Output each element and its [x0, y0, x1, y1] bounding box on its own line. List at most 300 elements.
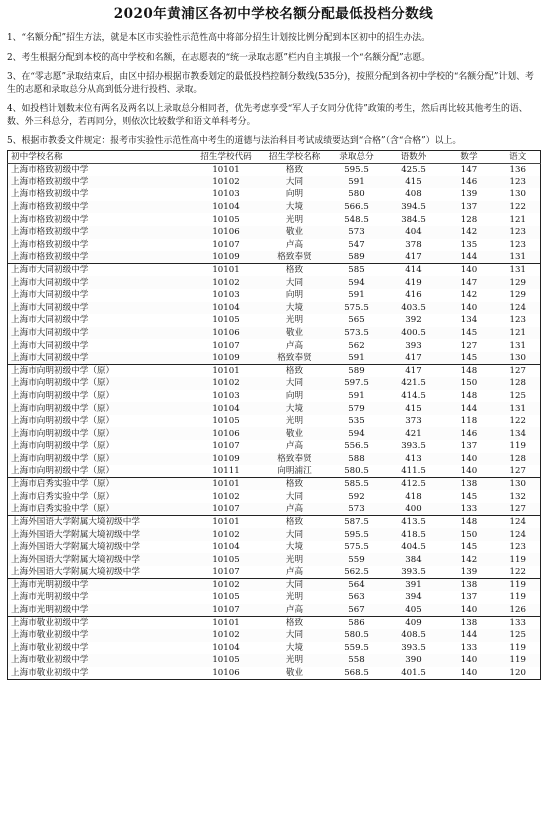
table-row: [8, 226, 541, 239]
school-name-cell: 上海市格致初级中学: [8, 226, 192, 239]
total-score-cell: 547: [348, 239, 365, 250]
table-row: [8, 440, 541, 453]
admission-code-cell: 10101: [192, 264, 261, 277]
math-score-cell: 127: [460, 340, 478, 351]
chinese-score-cell: 128: [496, 453, 541, 466]
total-score-cell: 558: [329, 654, 385, 667]
table-row: [8, 365, 541, 378]
core-score-cell: 416: [405, 290, 422, 301]
math-score-cell: 140: [443, 302, 496, 315]
total-score-cell: 595.5: [344, 164, 369, 175]
admission-school-cell: 光明: [261, 553, 329, 566]
school-name-cell: 上海外国语大学附属大境初级中学: [8, 516, 192, 529]
school-name-cell: 上海市敬业初级中学: [11, 642, 89, 653]
total-score-cell: 563: [348, 592, 365, 603]
school-name-cell: 上海市格致初级中学: [11, 189, 89, 200]
core-score-cell: 408.5: [385, 629, 443, 642]
core-score-cell: 413: [385, 453, 443, 466]
core-score-cell: 393.5: [401, 642, 426, 653]
total-score-cell: 575.5: [329, 302, 385, 315]
core-score-cell: 418.5: [385, 528, 443, 541]
chinese-score-cell: 132: [509, 491, 526, 502]
note-5: 5、根据市教委文件规定：报考市实验性示范性高中考生的道德与法治科目考试成绩要达到“合格”（含“合格”）以上。: [7, 136, 462, 146]
core-score-cell: 384.5: [401, 214, 426, 225]
core-score-cell: 417: [385, 251, 443, 264]
school-name-cell: 上海市光明初级中学: [11, 592, 89, 603]
chinese-score-cell: 122: [496, 201, 541, 214]
admission-school-cell: 格致: [261, 264, 329, 277]
total-score-cell: 580: [348, 189, 365, 200]
table-row: [8, 201, 541, 214]
admission-school-cell: 卢高: [285, 567, 304, 578]
admission-code-cell: 10101: [192, 478, 261, 491]
core-score-cell: 421.5: [385, 377, 443, 390]
math-score-cell: 140: [443, 654, 496, 667]
total-score-cell: 585.5: [329, 478, 385, 491]
admission-code-cell: 10104: [192, 201, 261, 214]
chinese-score-cell: 127: [509, 466, 526, 477]
chinese-score-cell: 122: [509, 567, 526, 578]
table-row: [8, 390, 541, 403]
admission-code-cell: 10111: [212, 466, 240, 477]
table-row: [8, 642, 541, 655]
math-score-cell: 137: [460, 592, 478, 603]
chinese-score-cell: 129: [509, 290, 526, 301]
admission-school-cell: 格致: [261, 616, 329, 629]
admission-code-cell: 10102: [212, 491, 240, 502]
total-score-cell: 548.5: [344, 214, 369, 225]
school-name-cell: 上海市光明初级中学: [8, 604, 192, 617]
math-score-cell: 133: [443, 503, 496, 516]
admission-code-cell: 10107: [192, 503, 261, 516]
chinese-score-cell: 130: [496, 478, 541, 491]
core-score-cell: 418: [405, 491, 422, 502]
chinese-score-cell: 134: [496, 427, 541, 440]
total-score-cell: 591: [329, 176, 385, 189]
total-score-cell: 585: [329, 264, 385, 277]
math-score-cell: 137: [460, 441, 478, 452]
admission-school-cell: 向明: [285, 390, 304, 401]
core-score-cell: 400.5: [385, 327, 443, 340]
math-score-cell: 147: [460, 164, 478, 175]
school-name-cell: 上海市格致初级中学: [11, 214, 89, 225]
total-score-cell: 573: [329, 503, 385, 516]
total-score-cell: 567: [329, 604, 385, 617]
admission-code-cell: 10105: [212, 214, 240, 225]
total-score-cell: 597.5: [329, 377, 385, 390]
math-score-cell: 140: [443, 604, 496, 617]
chinese-score-cell: 133: [496, 616, 541, 629]
chinese-score-cell: 119: [509, 441, 526, 452]
chinese-score-cell: 119: [509, 642, 526, 653]
admission-school-cell: 敬业: [285, 667, 304, 678]
math-score-cell: 148: [443, 516, 496, 529]
school-name-cell: 上海市敬业初级中学: [8, 629, 192, 642]
core-score-cell: 394.5: [385, 201, 443, 214]
chinese-score-cell: 128: [496, 377, 541, 390]
table-row: [8, 415, 541, 428]
core-score-cell: 401.5: [401, 667, 426, 678]
total-score-cell: 565: [348, 315, 365, 326]
table-row: [8, 377, 541, 390]
admission-code-cell: 10104: [192, 302, 261, 315]
core-score-cell: 411.5: [401, 466, 426, 477]
admission-code-cell: 10107: [192, 604, 261, 617]
math-score-cell: 144: [443, 629, 496, 642]
total-score-cell: 594: [329, 427, 385, 440]
table-row: [8, 516, 541, 529]
school-name-cell: 上海市向明初级中学（原）: [8, 427, 192, 440]
admission-school-cell: 敬业: [261, 427, 329, 440]
total-score-cell: 580.5: [344, 466, 369, 477]
total-score-cell: 580.5: [329, 629, 385, 642]
total-score-cell: 595.5: [329, 528, 385, 541]
header-cell: 招生学校代码: [192, 150, 261, 163]
chinese-score-cell: 124: [496, 528, 541, 541]
admission-school-cell: 敬业: [261, 226, 329, 239]
table-row: [8, 352, 541, 365]
school-name-cell: 上海市向明初级中学（原）: [8, 402, 192, 415]
admission-school-cell: 敬业: [261, 327, 329, 340]
math-score-cell: 145: [460, 542, 478, 553]
admission-code-cell: 10105: [192, 654, 261, 667]
chinese-score-cell: 121: [496, 327, 541, 340]
header-cell: 语数外: [385, 150, 443, 163]
math-score-cell: 146: [443, 427, 496, 440]
total-score-cell: 575.5: [344, 542, 369, 553]
core-score-cell: 409: [385, 616, 443, 629]
total-score-cell: 573: [329, 226, 385, 239]
admission-code-cell: 10104: [212, 542, 240, 553]
school-name-cell: 上海市格致初级中学: [11, 164, 89, 175]
school-name-cell: 上海市向明初级中学（原）: [11, 390, 115, 401]
admission-school-cell: 光明: [285, 315, 304, 326]
school-name-cell: 上海外国语大学附属大境初级中学: [8, 553, 192, 566]
core-score-cell: 417: [385, 365, 443, 378]
page-title: 2020年黄浦区各初中学校名额分配最低投档分数线: [113, 6, 434, 22]
chinese-score-cell: 124: [496, 516, 541, 529]
total-score-cell: 591: [348, 290, 365, 301]
core-score-cell: 414: [385, 264, 443, 277]
chinese-score-cell: 119: [496, 654, 541, 667]
header-cell: 数学: [443, 150, 496, 163]
admission-school-cell: 格致: [261, 478, 329, 491]
core-score-cell: 415: [385, 402, 443, 415]
admission-school-cell: 向明: [285, 290, 304, 301]
core-score-cell: 405: [385, 604, 443, 617]
school-name-cell: 上海市格致初级中学: [8, 201, 192, 214]
school-name-cell: 上海市启秀实验中学（原）: [8, 503, 192, 516]
core-score-cell: 412.5: [385, 478, 443, 491]
total-score-cell: 587.5: [329, 516, 385, 529]
total-score-cell: 559: [329, 553, 385, 566]
school-name-cell: 上海市光明初级中学: [8, 579, 192, 592]
core-score-cell: 400: [385, 503, 443, 516]
table-row: [8, 654, 541, 667]
chinese-score-cell: 123: [496, 176, 541, 189]
core-score-cell: 403.5: [385, 302, 443, 315]
admission-code-cell: 10106: [192, 327, 261, 340]
math-score-cell: 150: [443, 528, 496, 541]
admission-code-cell: 10107: [212, 567, 240, 578]
table-row: [8, 553, 541, 566]
admission-school-cell: 大境: [261, 302, 329, 315]
school-name-cell: 上海外国语大学附属大境初级中学: [11, 567, 140, 578]
school-name-cell: 上海市格致初级中学: [8, 251, 192, 264]
admission-code-cell: 10107: [212, 239, 240, 250]
chinese-score-cell: 123: [509, 542, 526, 553]
admission-school-cell: 大同: [285, 491, 304, 502]
math-score-cell: 142: [443, 553, 496, 566]
table-row: [8, 339, 541, 352]
total-score-cell: 588: [329, 453, 385, 466]
school-name-cell: 上海市大同初级中学: [11, 290, 89, 301]
core-score-cell: 425.5: [401, 164, 426, 175]
total-score-cell: 592: [348, 491, 365, 502]
chinese-score-cell: 123: [509, 239, 526, 250]
admission-school-cell: 格致: [261, 365, 329, 378]
math-score-cell: 146: [443, 176, 496, 189]
table-row: [8, 251, 541, 264]
chinese-score-cell: 127: [496, 503, 541, 516]
table-row: [8, 490, 541, 503]
table-row: [8, 289, 541, 302]
table-row: [8, 579, 541, 592]
math-score-cell: 150: [443, 377, 496, 390]
math-score-cell: 118: [460, 416, 478, 427]
core-score-cell: 404: [385, 226, 443, 239]
table-header-row: [8, 150, 541, 163]
school-name-cell: 上海市敬业初级中学: [8, 616, 192, 629]
core-score-cell: 417: [385, 352, 443, 365]
header-cell: 录取总分: [329, 150, 385, 163]
total-score-cell: 589: [329, 365, 385, 378]
table-row: [8, 276, 541, 289]
school-name-cell: 上海市向明初级中学（原）: [8, 377, 192, 390]
table-row: [8, 327, 541, 340]
admission-school-cell: 大同: [261, 276, 329, 289]
admission-code-cell: 10104: [212, 642, 240, 653]
table-row: [8, 503, 541, 516]
total-score-cell: 556.5: [344, 441, 369, 452]
admission-school-cell: 格致奉贤: [261, 352, 329, 365]
chinese-score-cell: 125: [496, 629, 541, 642]
math-score-cell: 145: [460, 491, 478, 502]
table-row: [8, 239, 541, 252]
school-name-cell: 上海市启秀实验中学（原）: [11, 491, 115, 502]
school-name-cell: 上海市大同初级中学: [8, 276, 192, 289]
note-4: 4、如投档计划数末位有两名及两名以上录取总分相同者，优先考虑享受“军人子女同分优待”政策的考生，然后再比较其他考生的语、数、外三科总分，若再同分，则依次比较数学和语文单科考分。: [7, 104, 528, 127]
admission-code-cell: 10104: [192, 402, 261, 415]
admission-code-cell: 10103: [212, 390, 240, 401]
core-score-cell: 415: [385, 176, 443, 189]
admission-code-cell: 10103: [212, 189, 240, 200]
admission-school-cell: 大同: [261, 579, 329, 592]
admission-school-cell: 大同: [261, 528, 329, 541]
admission-school-cell: 大境: [285, 642, 304, 653]
note-1: 1、“名额分配”招生方法，就是本区市实验性示范性高中将部分招生计划按比例分配到本区初中的招生办法。: [7, 33, 430, 43]
chinese-score-cell: 131: [509, 340, 526, 351]
math-score-cell: 140: [443, 264, 496, 277]
score-table: [7, 150, 541, 680]
header-cell: 招生学校名称: [261, 150, 329, 163]
math-score-cell: 142: [443, 226, 496, 239]
school-name-cell: 上海市大同初级中学: [11, 315, 89, 326]
table-row: [8, 302, 541, 315]
admission-school-cell: 格致: [261, 516, 329, 529]
total-score-cell: 591: [329, 352, 385, 365]
admission-code-cell: 10109: [192, 352, 261, 365]
note-2: 2、考生根据分配到本校的高中学校和名额，在志愿表的“统一录取志愿”栏内自主填报一个“名额分配”志愿。: [7, 52, 431, 63]
school-name-cell: 上海市敬业初级中学: [8, 654, 192, 667]
chinese-score-cell: 122: [509, 416, 526, 427]
core-score-cell: 393.5: [401, 441, 426, 452]
table-row: [8, 629, 541, 642]
chinese-score-cell: 123: [496, 226, 541, 239]
math-score-cell: 142: [460, 290, 478, 301]
math-score-cell: 145: [443, 327, 496, 340]
table-row: [8, 541, 541, 554]
total-score-cell: 591: [348, 390, 365, 401]
chinese-score-cell: 130: [509, 189, 526, 200]
admission-code-cell: 10101: [192, 616, 261, 629]
core-score-cell: 373: [405, 416, 422, 427]
core-score-cell: 414.5: [401, 390, 426, 401]
math-score-cell: 135: [460, 239, 478, 250]
total-score-cell: 566.5: [329, 201, 385, 214]
math-score-cell: 138: [443, 579, 496, 592]
total-score-cell: 562: [348, 340, 365, 351]
notes-section: [7, 32, 540, 148]
admission-code-cell: 10102: [192, 276, 261, 289]
admission-school-cell: 卢高: [285, 239, 304, 250]
school-name-cell: 上海市向明初级中学（原）: [11, 416, 115, 427]
school-name-cell: 上海外国语大学附属大境初级中学: [8, 528, 192, 541]
school-name-cell: 上海市大同初级中学: [11, 340, 89, 351]
math-score-cell: 139: [460, 189, 478, 200]
math-score-cell: 139: [460, 567, 478, 578]
admission-school-cell: 卢高: [261, 604, 329, 617]
admission-school-cell: 向明: [285, 189, 304, 200]
admission-school-cell: 格致奉贤: [261, 453, 329, 466]
admission-school-cell: 大境: [285, 542, 304, 553]
core-score-cell: 408: [405, 189, 422, 200]
admission-code-cell: 10102: [192, 579, 261, 592]
admission-school-cell: 大境: [261, 402, 329, 415]
school-name-cell: 上海外国语大学附属大境初级中学: [11, 542, 140, 553]
math-score-cell: 137: [443, 201, 496, 214]
school-name-cell: 上海市大同初级中学: [8, 302, 192, 315]
core-score-cell: 394: [405, 592, 422, 603]
math-score-cell: 128: [460, 214, 478, 225]
admission-school-cell: 格致奉贤: [261, 251, 329, 264]
school-name-cell: 上海市向明初级中学（原）: [11, 441, 115, 452]
math-score-cell: 145: [443, 352, 496, 365]
admission-code-cell: 10106: [212, 667, 240, 678]
chinese-score-cell: 127: [496, 365, 541, 378]
total-score-cell: 568.5: [344, 667, 369, 678]
table-row: [8, 213, 541, 226]
table-row: [8, 667, 541, 680]
school-name-cell: 上海市大同初级中学: [8, 327, 192, 340]
total-score-cell: 586: [329, 616, 385, 629]
admission-code-cell: 10102: [192, 528, 261, 541]
admission-school-cell: 卢高: [261, 503, 329, 516]
chinese-score-cell: 125: [509, 390, 526, 401]
school-name-cell: 上海市向明初级中学（原）: [11, 466, 115, 477]
chinese-score-cell: 119: [509, 592, 526, 603]
chinese-score-cell: 119: [496, 579, 541, 592]
chinese-score-cell: 131: [496, 251, 541, 264]
admission-code-cell: 10101: [192, 516, 261, 529]
math-score-cell: 138: [443, 616, 496, 629]
core-score-cell: 404.5: [401, 542, 426, 553]
table-row: [8, 427, 541, 440]
chinese-score-cell: 121: [509, 214, 526, 225]
chinese-score-cell: 119: [496, 553, 541, 566]
core-score-cell: 390: [385, 654, 443, 667]
chinese-score-cell: 126: [496, 604, 541, 617]
admission-code-cell: 10106: [192, 226, 261, 239]
school-name-cell: 上海市格致初级中学: [11, 239, 89, 250]
core-score-cell: 384: [385, 553, 443, 566]
table-row: [8, 591, 541, 604]
school-name-cell: 上海市向明初级中学（原）: [8, 453, 192, 466]
chinese-score-cell: 131: [496, 402, 541, 415]
table-row: [8, 163, 541, 176]
math-score-cell: 148: [460, 390, 478, 401]
total-score-cell: 579: [329, 402, 385, 415]
admission-school-cell: 光明: [261, 654, 329, 667]
table-body: [8, 163, 541, 679]
school-name-cell: 上海市敬业初级中学: [11, 667, 89, 678]
core-score-cell: 378: [405, 239, 422, 250]
school-name-cell: 上海市大同初级中学: [8, 352, 192, 365]
total-score-cell: 589: [329, 251, 385, 264]
admission-school-cell: 大同: [261, 176, 329, 189]
table-row: [8, 478, 541, 491]
admission-school-cell: 格致: [285, 164, 304, 175]
core-score-cell: 421: [385, 427, 443, 440]
chinese-score-cell: 120: [509, 667, 526, 678]
table-row: [8, 566, 541, 579]
admission-school-cell: 卢高: [285, 441, 304, 452]
chinese-score-cell: 130: [496, 352, 541, 365]
admission-school-cell: 光明: [285, 214, 304, 225]
admission-code-cell: 10107: [212, 340, 240, 351]
math-score-cell: 140: [460, 466, 478, 477]
header-cell: 初中学校名称: [8, 150, 192, 163]
core-score-cell: 419: [385, 276, 443, 289]
table-row: [8, 188, 541, 201]
math-score-cell: 138: [443, 478, 496, 491]
school-name-cell: 上海市格致初级中学: [8, 176, 192, 189]
admission-code-cell: 10109: [192, 453, 261, 466]
table-row: [8, 314, 541, 327]
total-score-cell: 564: [329, 579, 385, 592]
table-row: [8, 604, 541, 617]
table-row: [8, 264, 541, 277]
math-score-cell: 140: [460, 667, 478, 678]
admission-code-cell: 10102: [192, 176, 261, 189]
admission-school-cell: 光明: [285, 592, 304, 603]
total-score-cell: 535: [348, 416, 365, 427]
admission-school-cell: 大同: [261, 377, 329, 390]
admission-code-cell: 10103: [212, 290, 240, 301]
math-score-cell: 133: [460, 642, 478, 653]
school-name-cell: 上海市启秀实验中学（原）: [8, 478, 192, 491]
core-score-cell: 392: [405, 315, 422, 326]
